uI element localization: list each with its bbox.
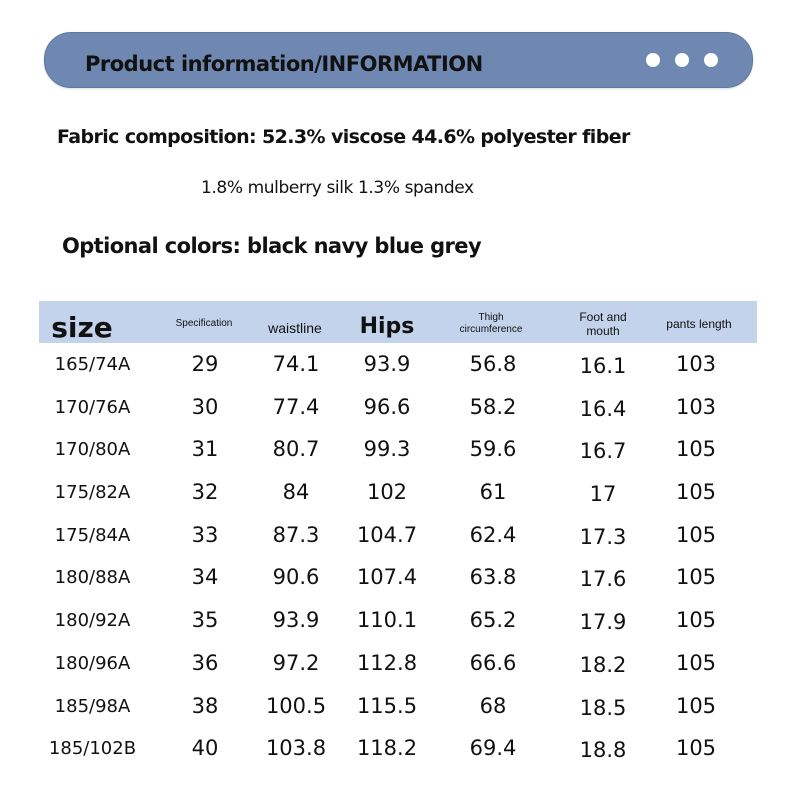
table-row (0, 516, 790, 559)
table-row (0, 430, 790, 473)
cell-waistline: 84 (282, 480, 310, 505)
table-row (0, 644, 790, 687)
cell-pants-length: 103 (675, 352, 717, 376)
cell-waistline: 87.3 (272, 522, 320, 547)
cell-waistline: 77.4 (272, 394, 320, 419)
cell-specification: 32 (191, 480, 219, 505)
header-size: size (51, 311, 113, 344)
header-pants-length: pants length (666, 317, 732, 331)
cell-foot-mouth: 17 (589, 482, 617, 507)
table-row (0, 388, 790, 431)
cell-thigh: 59.6 (469, 437, 517, 462)
table-row (0, 558, 790, 601)
cell-foot-mouth: 18.2 (579, 652, 627, 677)
cell-waistline: 93.9 (272, 608, 320, 633)
cell-hips: 99.3 (363, 437, 411, 462)
cell-specification: 35 (191, 608, 219, 633)
cell-foot-mouth: 17.3 (579, 524, 627, 549)
cell-size: 180/96A (54, 652, 131, 674)
fabric-composition-line-1: Fabric composition: 52.3% viscose 44.6% polyester fiber (57, 126, 630, 148)
cell-thigh: 62.4 (469, 522, 517, 547)
cell-hips: 112.8 (356, 650, 418, 675)
cell-pants-length: 105 (675, 480, 717, 505)
cell-pants-length: 105 (675, 693, 717, 718)
cell-specification: 33 (191, 522, 219, 547)
cell-thigh: 68 (479, 693, 507, 718)
cell-size: 175/84A (54, 524, 131, 546)
cell-thigh: 63.8 (469, 565, 517, 590)
cell-thigh: 65.2 (469, 608, 517, 633)
header-foot-line-2: mouth (586, 323, 620, 338)
cell-thigh: 69.4 (469, 736, 517, 761)
cell-hips: 118.2 (356, 736, 418, 761)
cell-hips: 102 (366, 480, 408, 505)
cell-hips: 104.7 (356, 522, 418, 547)
cell-waistline: 90.6 (272, 565, 320, 590)
cell-pants-length: 105 (675, 608, 717, 633)
cell-pants-length: 103 (675, 394, 717, 419)
table-row (0, 729, 790, 772)
table-row (0, 601, 790, 644)
cell-foot-mouth: 16.7 (579, 439, 627, 464)
table-row (0, 345, 790, 388)
cell-foot-mouth: 18.5 (579, 695, 627, 720)
cell-waistline: 100.5 (265, 693, 327, 718)
size-table-body (0, 345, 790, 772)
cell-foot-mouth: 18.8 (579, 738, 627, 763)
table-row (0, 473, 790, 516)
cell-pants-length: 105 (675, 650, 717, 675)
cell-thigh: 56.8 (469, 352, 517, 376)
cell-foot-mouth: 17.6 (579, 567, 627, 592)
banner-title: Product information/INFORMATION (85, 52, 483, 76)
cell-size: 170/80A (54, 439, 131, 461)
cell-thigh: 58.2 (469, 394, 517, 419)
cell-pants-length: 105 (675, 437, 717, 462)
cell-specification: 30 (191, 394, 219, 419)
table-row (0, 687, 790, 730)
cell-foot-mouth: 16.1 (579, 354, 627, 378)
cell-size: 185/102B (48, 738, 137, 760)
header-specification: Specification (175, 318, 233, 329)
cell-specification: 29 (191, 352, 219, 376)
cell-specification: 38 (191, 693, 219, 718)
header-hips: Hips (359, 314, 415, 339)
cell-waistline: 80.7 (272, 437, 320, 462)
cell-specification: 31 (191, 437, 219, 462)
cell-specification: 40 (191, 736, 219, 761)
optional-colors: Optional colors: black navy blue grey (62, 234, 482, 258)
cell-foot-mouth: 16.4 (579, 396, 627, 421)
cell-hips: 115.5 (356, 693, 418, 718)
cell-pants-length: 105 (675, 522, 717, 547)
header-thigh-circumference (443, 312, 539, 335)
header-foot-and-mouth (563, 311, 643, 339)
cell-foot-mouth: 17.9 (579, 610, 627, 635)
dot-icon (704, 53, 718, 67)
cell-waistline: 103.8 (265, 736, 327, 761)
dot-icon (646, 53, 660, 67)
cell-pants-length: 105 (675, 565, 717, 590)
cell-specification: 36 (191, 650, 219, 675)
cell-size: 180/88A (54, 567, 131, 589)
banner-dots (646, 53, 718, 67)
header-foot-line-1: Foot and (579, 310, 627, 324)
cell-hips: 110.1 (356, 608, 418, 633)
header-thigh-line-1: Thigh (478, 312, 504, 323)
cell-hips: 107.4 (356, 565, 418, 590)
cell-hips: 96.6 (363, 394, 411, 419)
cell-size: 170/76A (54, 396, 131, 418)
dot-icon (675, 53, 689, 67)
cell-pants-length: 105 (675, 736, 717, 761)
cell-size: 180/92A (54, 610, 131, 632)
cell-specification: 34 (191, 565, 219, 590)
fabric-composition-line-2: 1.8% mulberry silk 1.3% spandex (201, 178, 474, 198)
cell-hips: 93.9 (363, 352, 411, 376)
cell-size: 185/98A (54, 695, 131, 717)
cell-waistline: 74.1 (272, 352, 320, 376)
info-banner (44, 32, 753, 88)
cell-size: 175/82A (54, 482, 131, 504)
header-thigh-line-2: circumference (459, 323, 523, 335)
cell-thigh: 61 (479, 480, 507, 505)
cell-size: 165/74A (54, 354, 131, 375)
cell-waistline: 97.2 (272, 650, 320, 675)
header-waistline: waistline (268, 320, 322, 336)
cell-thigh: 66.6 (469, 650, 517, 675)
